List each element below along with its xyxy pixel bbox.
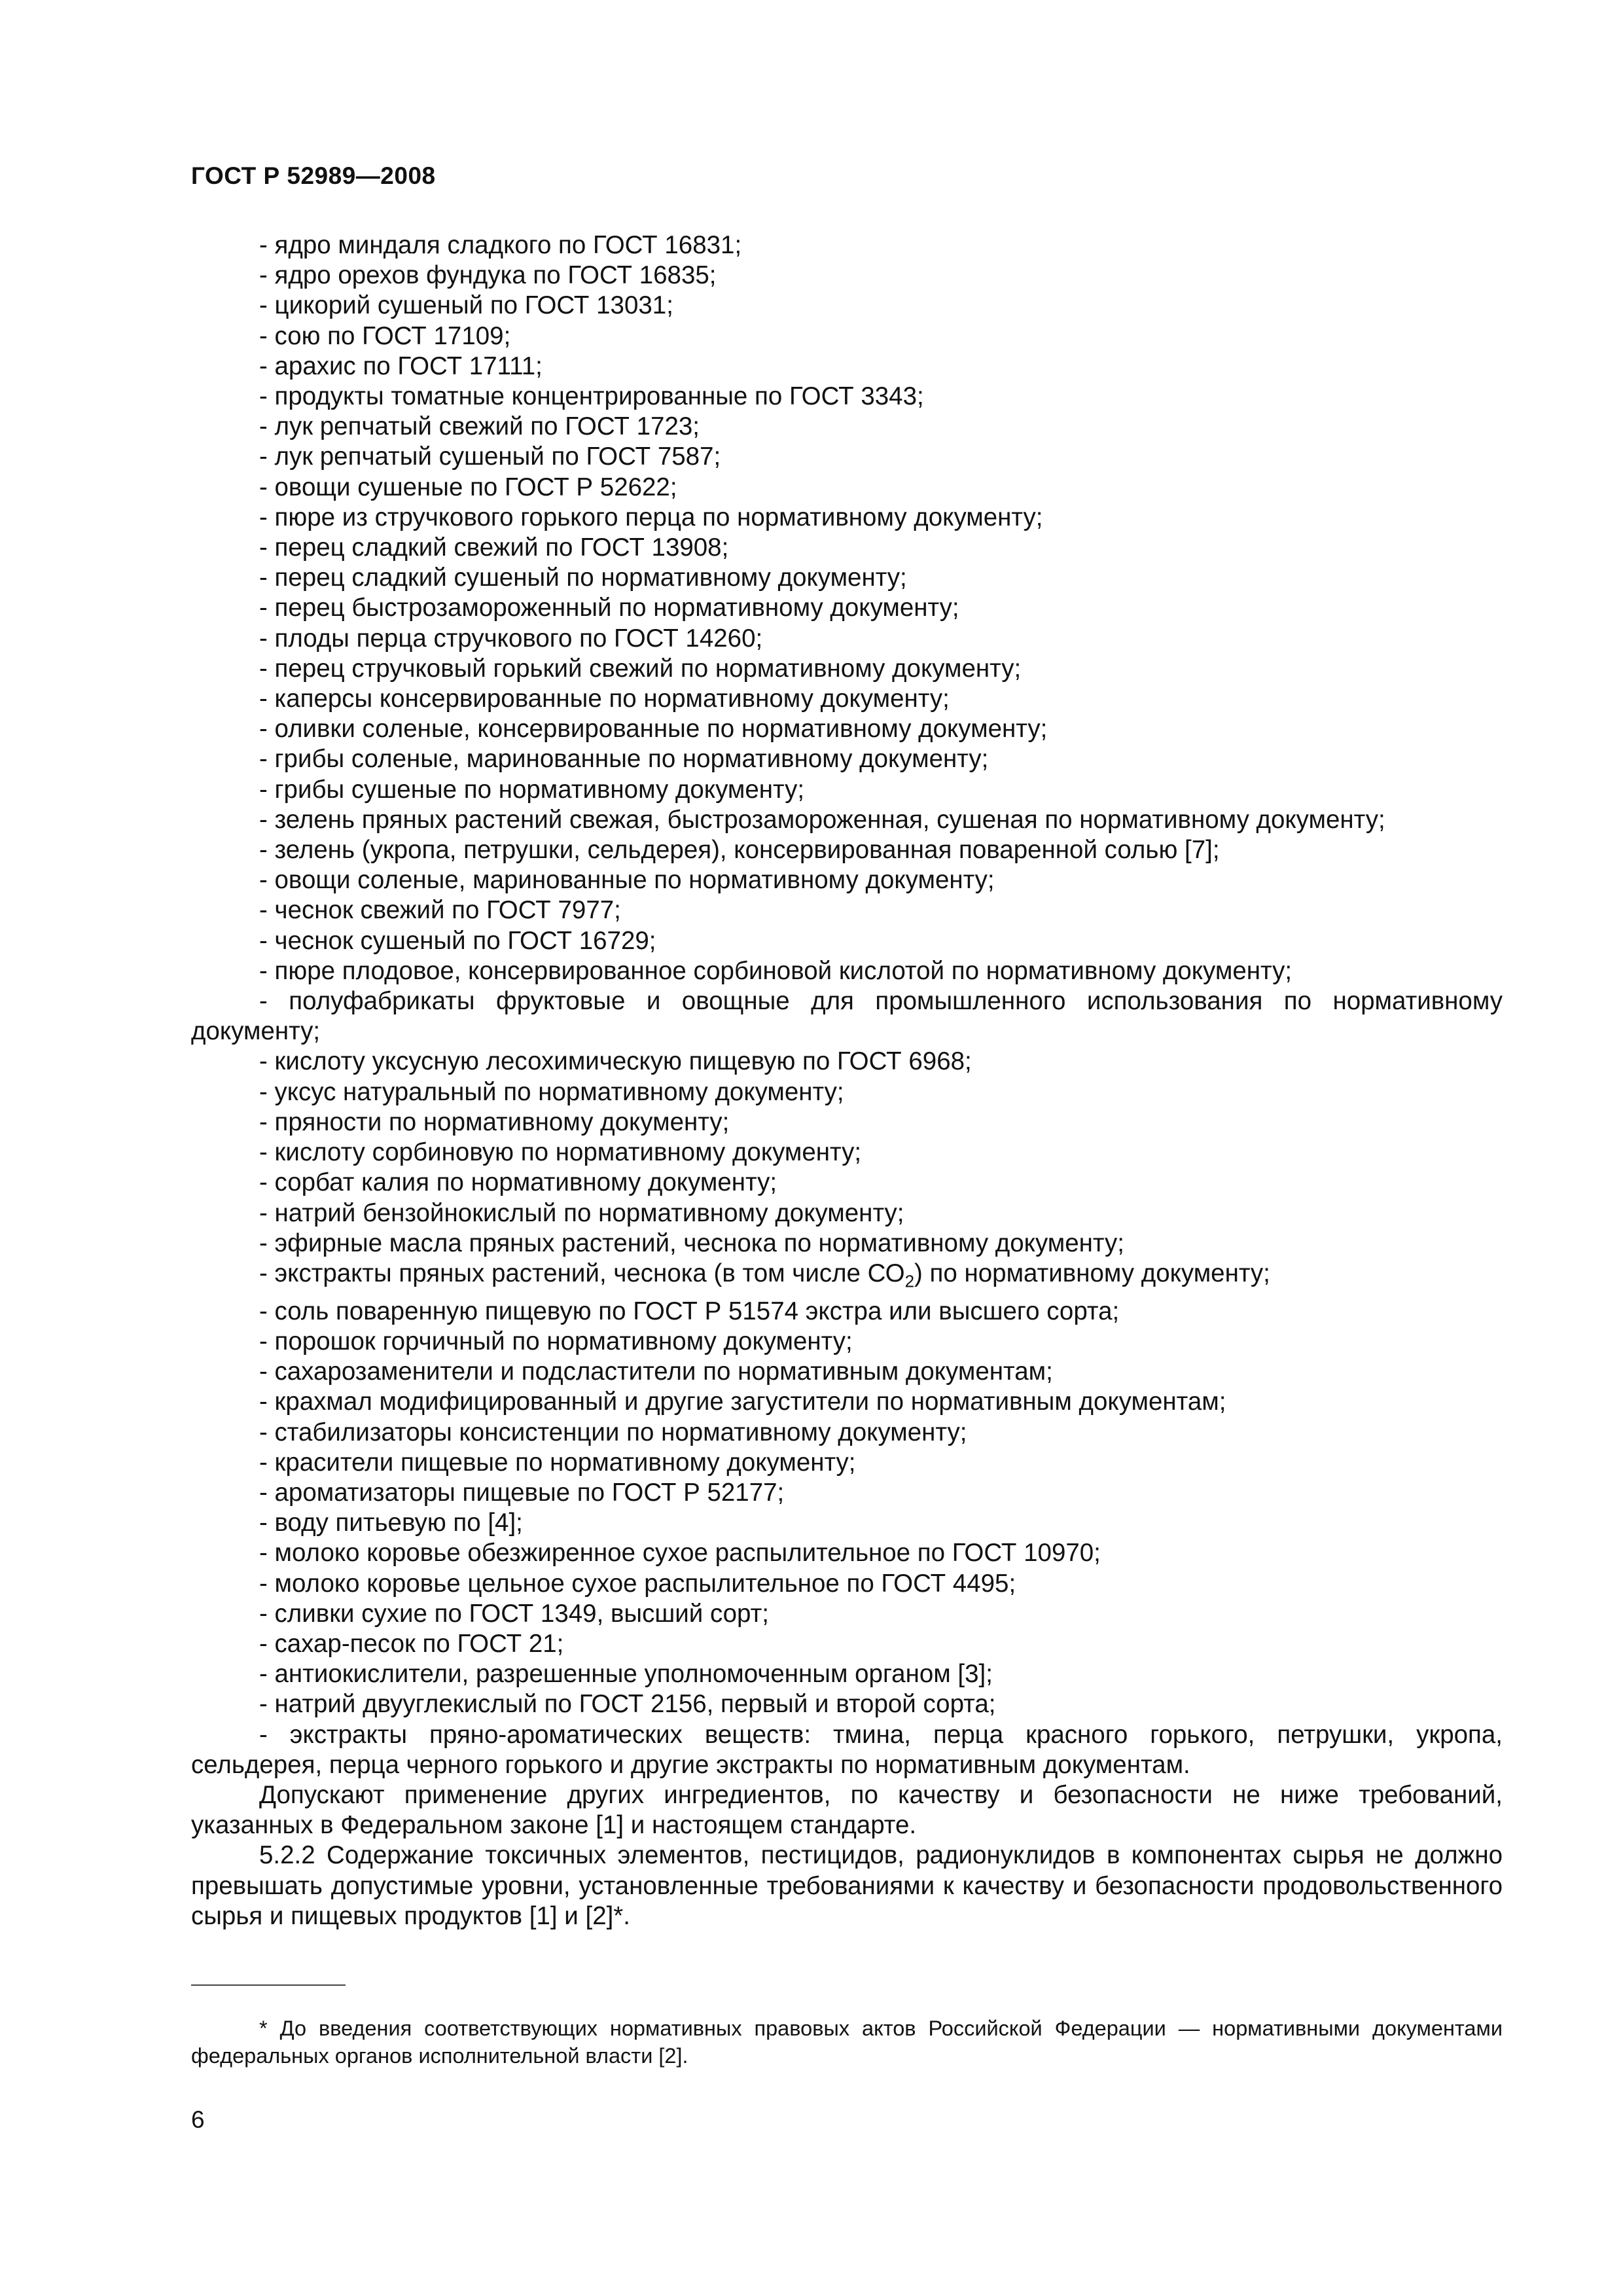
list-item: - экстракты пряно-ароматических веществ: тмина, перца красного горького, петрушки, укропа, сельдерея, перца черного горького и другие экстракты по нормативным документам. <box>191 1720 1503 1779</box>
list-item: - кислоту сорбиновую по нормативному документу; <box>259 1138 862 1167</box>
list-item: - соль поваренную пищевую по ГОСТ Р 51574 экстра или высшего сорта; <box>259 1297 1120 1325</box>
list-item-co2 <box>191 1259 1503 1297</box>
list-item: - натрий бензойнокислый по нормативному документу; <box>259 1198 904 1227</box>
ingredient-list <box>191 230 1503 986</box>
list-item: - ядро орехов фундука по ГОСТ 16835; <box>259 261 717 290</box>
list-item: - натрий двууглекислый по ГОСТ 2156, первый и второй сорта; <box>259 1690 996 1719</box>
co2-subscript: 2 <box>904 1271 915 1291</box>
list-item: - антиокислители, разрешенные уполномоченным органом [3]; <box>259 1660 993 1689</box>
list-item: - сахар-песок по ГОСТ 21; <box>259 1630 564 1659</box>
list-item: - эфирные масла пряных растений, чеснока по нормативному документу; <box>259 1229 1124 1257</box>
page-number: 6 <box>191 2106 205 2133</box>
list-item: - кислоту уксусную лесохимическую пищевую по ГОСТ 6968; <box>259 1047 972 1076</box>
list-item: - полуфабрикаты фруктовые и овощные для промышленного использования по нормативному документу; <box>191 987 1503 1046</box>
list-item: - овощи сушеные по ГОСТ Р 52622; <box>259 473 677 501</box>
list-item: - сливки сухие по ГОСТ 1349, высший сорт; <box>259 1599 769 1628</box>
list-item: - сахарозаменители и подсластители по нормативным документам; <box>259 1357 1053 1386</box>
list-item: - пюре плодовое, консервированное сорбиновой кислотой по нормативному документу; <box>259 956 1293 985</box>
list-item: - оливки соленые, консервированные по нормативному документу; <box>259 715 1048 744</box>
list-item: - сорбат калия по нормативному документу; <box>259 1168 777 1197</box>
list-item: - чеснок сушеный по ГОСТ 16729; <box>259 926 656 955</box>
list-item: - молоко коровье цельное сухое распылительное по ГОСТ 4495; <box>259 1569 1016 1598</box>
list-item: - плоды перца стручкового по ГОСТ 14260; <box>259 624 763 653</box>
list-item: - ароматизаторы пищевые по ГОСТ Р 52177; <box>259 1479 785 1507</box>
list-item: - воду питьевую по [4]; <box>259 1509 523 1537</box>
footnote-divider <box>191 1984 346 1986</box>
list-item: - овощи соленые, маринованные по нормативному документу; <box>259 866 995 895</box>
co2-item-text-end: ) по нормативному документу; <box>914 1259 1270 1287</box>
list-item: - пряности по нормативному документу; <box>259 1107 730 1136</box>
list-item: - стабилизаторы консистенции по нормативному документу; <box>259 1418 967 1446</box>
list-item: - сою по ГОСТ 17109; <box>259 321 511 350</box>
ingredient-list <box>191 1047 1503 1258</box>
co2-item-text: - экстракты пряных растений, чеснока (в том числе СО <box>259 1259 905 1287</box>
list-item: - уксус натуральный по нормативному документу; <box>259 1077 844 1106</box>
list-item: - перец стручковый горький свежий по нормативному документу; <box>259 654 1022 683</box>
list-item: - порошок горчичный по нормативному документу; <box>259 1327 853 1355</box>
list-item: - перец сладкий сушеный по нормативному документу; <box>259 564 907 592</box>
list-item: - красители пищевые по нормативному документу; <box>259 1448 856 1477</box>
list-item: - пюре из стручкового горького перца по нормативному документу; <box>259 503 1043 531</box>
list-item: - грибы сушеные по нормативному документу; <box>259 775 805 804</box>
list-item: - грибы соленые, маринованные по нормативному документу; <box>259 745 989 774</box>
list-item: - молоко коровье обезжиренное сухое распылительное по ГОСТ 10970; <box>259 1539 1101 1568</box>
document-header: ГОСТ Р 52989—2008 <box>191 162 436 189</box>
list-item: - зелень пряных растений свежая, быстрозамороженная, сушеная по нормативному документу; <box>259 805 1385 834</box>
paragraph: Допускают применение других ингредиентов, по качеству и безопасности не ниже требований, указанных в Федеральном законе [1] и настоящем стандарте. <box>191 1781 1503 1840</box>
list-item: - крахмал модифицированный и другие загустители по нормативным документам; <box>259 1388 1226 1416</box>
list-item: - зелень (укропа, петрушки, сельдерея), консервированная поваренной солью [7]; <box>259 836 1220 865</box>
paragraph-5-2-2: 5.2.2 Содержание токсичных элементов, пестицидов, радионуклидов в компонентах сырья не должно превышать допустимые уровни, установленные требованиями к качеству и безопасности продовольственного сырья и пищевых продуктов [1] и [2]*. <box>191 1841 1503 1930</box>
ingredient-list <box>191 1297 1503 1720</box>
list-item: - продукты томатные концентрированные по ГОСТ 3343; <box>259 382 924 411</box>
footnote: * До введения соответствующих нормативных правовых актов Российской Федерации — нормативными документами федеральных органов исполнительной власти [2]. <box>191 2017 1503 2068</box>
list-item: - чеснок свежий по ГОСТ 7977; <box>259 896 621 925</box>
list-item: - перец сладкий свежий по ГОСТ 13908; <box>259 533 729 562</box>
list-item: - каперсы консервированные по нормативному документу; <box>259 685 950 713</box>
list-item: - перец быстрозамороженный по нормативному документу; <box>259 594 959 622</box>
list-item: - лук репчатый свежий по ГОСТ 1723; <box>259 412 700 441</box>
document-body <box>191 230 1503 1931</box>
list-item: - арахис по ГОСТ 17111; <box>259 351 543 380</box>
list-item: - лук репчатый сушеный по ГОСТ 7587; <box>259 442 721 471</box>
list-item: - цикорий сушеный по ГОСТ 13031; <box>259 291 673 320</box>
list-item: - ядро миндаля сладкого по ГОСТ 16831; <box>259 231 742 259</box>
